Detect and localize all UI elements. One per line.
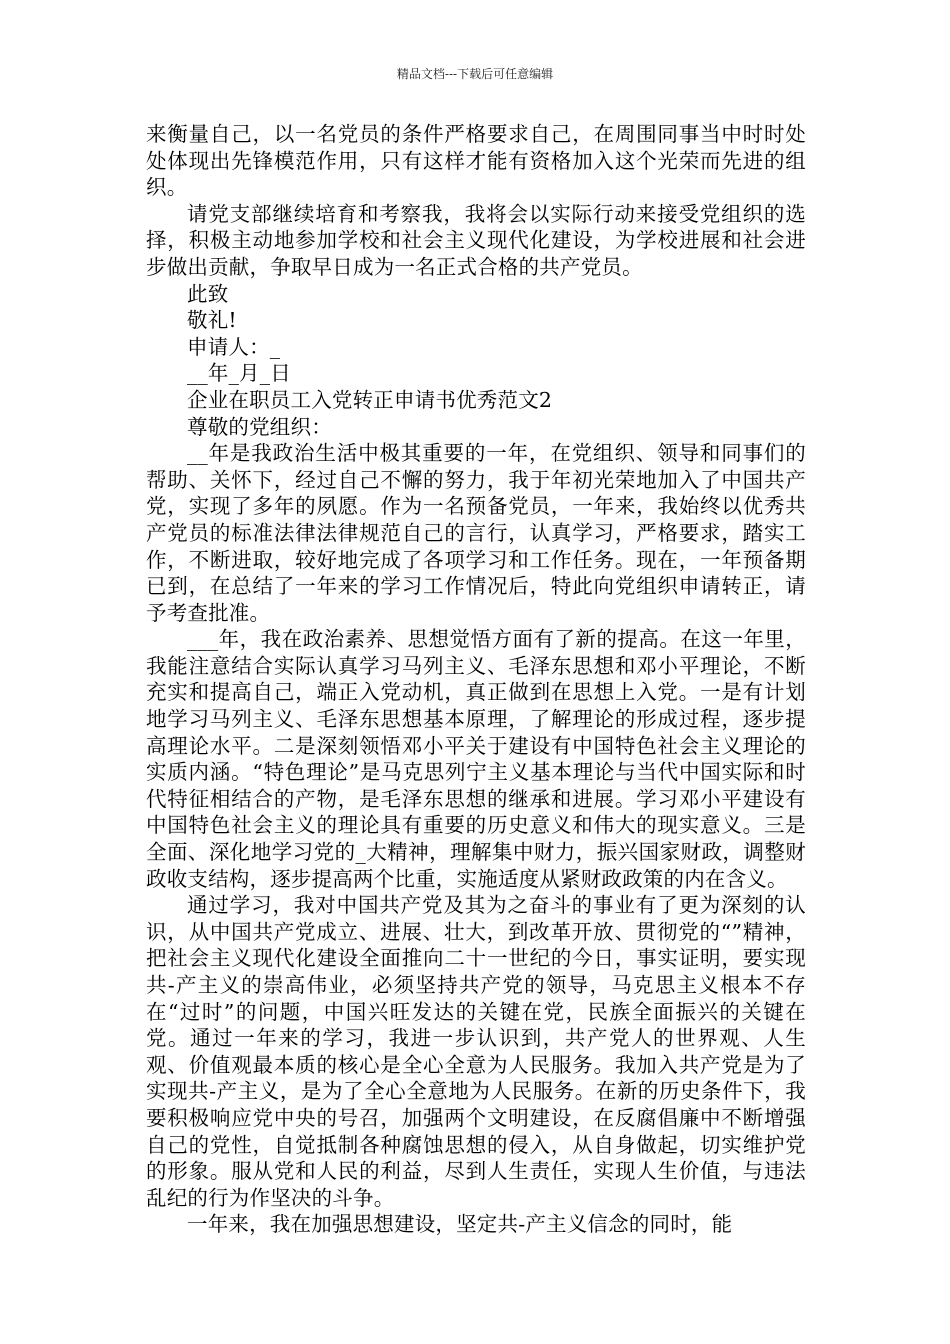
page-header: 精品文档---下载后可任意编辑 (396, 67, 554, 81)
greeting: 尊敬的党组织： (187, 414, 332, 439)
paragraph-5: 通过学习，我对中国共产党及其为之奋斗的事业有了更为深刻的认识，从中国共产党成立、进展、壮大，到改革开放、贯彻党的“”精神，把社会主义现代化建设全面推向二十一世纪的今日，事实证明，要实现共-产主义的崇高伟业，必须坚持共产党的领导，马克思主义根本不存在“过时”的问题，中国兴旺发达的关键在党，民族全面振兴的关键在党。通过一年来的学习，我进一步认识到，共产党人的世界观、人生观、价值观最本质的核心是全心全意为人民服务。我加入共产党是为了实现共-产主义，是为了全心全意地为人民服务。在新的历史条件下，我要积极响应党中央的号召，加强两个文明建设，在反腐倡廉中不断增强自己的党性，自觉抵制各种腐蚀思想的侵入，从自身做起，切实维护党的形象。服从党和人民的利益，尽到人生责任，实现人生价值，与违法乱纪的行为作坚决的斗争。 (146, 893, 806, 1210)
paragraph-4: ___年，我在政治素养、思想觉悟方面有了新的提高。在这一年里，我能注意结合实际认真学习马列主义、毛泽东思想和邓小平理论，不断充实和提高自己，端正入党动机，真正做到在思想上入党。一是有计划地学习马列主义、毛泽东思想基本原理，了解理论的形成过程，逐步提高理论水平。二是深刻领悟邓小平关于建设有中国特色社会主义理论的实质内涵。“特色理论”是马克思列宁主义基本理论与当代中国实际和时代特征相结合的产物，是毛泽东思想的继承和进展。学习邓小平建设有中国特色社会主义的理论具有重要的历史意义和伟大的现实意义。三是全面、深化地学习党的_大精神，理解集中财力，振兴国家财政，调整财政收支结构，逐步提高两个比重，实施适度从紧财政政策的内在含义。 (146, 627, 806, 891)
paragraph-3: __年是我政治生活中极其重要的一年，在党组织、领导和同事们的帮助、关怀下，经过自己不懈的努力，我于年初光荣地加入了中国共产党，实现了多年的夙愿。作为一名预备党员，一年来，我始终以优秀共产党员的标准法律法律规范自己的言行，认真学习，严格要求，踏实工作，不断进取，较好地完成了各项学习和工作任务。现在，一年预备期已到，在总结了一年来的学习工作情况后，特此向党组织申请转正，请予考查批准。 (146, 441, 806, 625)
paragraph-6: 一年来，我在加强思想建设，坚定共-产主义信念的同时，能 (187, 1212, 733, 1237)
document-body (146, 121, 806, 1238)
section-title: 企业在职员工入党转正申请书优秀范文2 (187, 387, 553, 412)
date-line: __年_月_日 (187, 361, 291, 386)
closing-salutation: 此致 (187, 281, 229, 306)
applicant-line: 申请人：_ (187, 334, 281, 359)
paragraph-1: 来衡量自己，以一名党员的条件严格要求自己，在周围同事当中时时处处体现出先锋模范作用，只有这样才能有资格加入这个光荣而先进的组织。 (146, 122, 806, 200)
paragraph-2: 请党支部继续培育和考察我，我将会以实际行动来接受党组织的选择，积极主动地参加学校和社会主义现代化建设，为学校进展和社会进步做出贡献，争取早日成为一名正式合格的共产党员。 (146, 201, 806, 279)
closing-regards: 敬礼! (187, 308, 237, 333)
